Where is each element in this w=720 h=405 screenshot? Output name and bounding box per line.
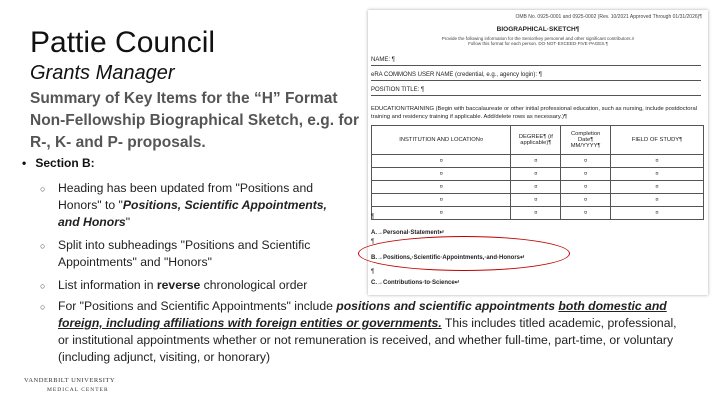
list-item [40,277,350,294]
item-text: List information in [58,278,157,292]
circle-bullet-icon: ○ [40,302,46,312]
section-b-bullet [22,156,95,170]
table-row [372,194,704,207]
paragraph-mark: ¶ [371,239,375,245]
presenter-role: Grants Manager [30,62,175,84]
table-cell: ¤ [511,168,561,181]
circle-bullet-icon: ○ [40,241,46,251]
item-bold-text: Positions, Scientific Appointments, and Honors [58,198,327,229]
list-item [40,237,350,271]
form-instructions: Provide the following information for the Senior/key personnel and other significant contributors.¤ [441,36,635,41]
form-instructions: Follow this format for each person. DO·NOT·EXCEED·FIVE·PAGES.¶ [468,41,608,46]
item-text: Split into subheadings "Positions and Scientific Appointments" and "Honors" [58,238,311,269]
table-cell: ¤ [561,155,611,168]
item-text: " [125,215,131,229]
column-header: FIELD OF STUDY¶ [611,126,704,155]
logo-line-2: MEDICAL CENTER [47,387,109,393]
table-cell: ¤ [561,181,611,194]
item-bold-underlined-text: both domestic and foreign, including affiliations with foreign entities or governments. [58,299,667,330]
item-bold-text: reverse [156,278,201,292]
bullet-dot-icon: • [22,156,27,170]
table-cell: ¤ [372,181,511,194]
table-row [372,168,704,181]
table-cell: ¤ [561,207,611,220]
column-header: INSTITUTION AND LOCATION¤ [372,126,511,155]
summary-heading: Summary of Key Items for the “H” Format Non-Fellowship Biographical Sketch, e.g. for R-, K- and P- proposals. [30,90,359,151]
table-cell: ¤ [611,207,704,220]
table-cell: ¤ [561,194,611,207]
table-row [372,181,704,194]
education-instructions: EDUCATION/TRAINING (Begin with baccalaureate or other initial professional education, such as nursing, include postdoctoral training and residency training if applicable. Add/delete rows as necessary.)¶ [371,106,697,120]
item-text: This includes titled academic, professional, or institutional appointments whether or not remuneration is received, and whether full-time, part-time, or voluntary (including adjunct, visiting, or honorary) [58,316,677,364]
omb-number: OMB No. 0925-0001 and 0925-0002 (Rev. 10/2021 Approved Through 01/31/2026)¶ [515,14,702,20]
table-cell: ¤ [372,194,511,207]
table-cell: ¤ [511,181,561,194]
highlight-oval [358,236,570,271]
list-item [40,298,690,366]
circle-bullet-icon: ○ [40,281,46,291]
position-title-field: POSITION TITLE: ¶ [371,87,701,96]
presenter-name: Pattie Council [30,26,216,59]
item-bold-text: positions and scientific appointments [336,299,559,313]
item-text: Heading has been updated from "Positions and Honors" to " [58,181,314,212]
table-header-row [372,126,704,155]
section-a-heading: A.→Personal·Statement↵ [371,230,445,236]
table-cell: ¤ [611,155,704,168]
section-b-label: Section B: [35,156,95,170]
table-cell: ¤ [511,155,561,168]
table-cell: ¤ [511,194,561,207]
circle-bullet-icon: ○ [40,184,46,194]
table-cell: ¤ [561,168,611,181]
paragraph-mark: ¶ [371,214,375,220]
education-table [371,125,704,220]
table-cell: ¤ [611,194,704,207]
logo-line-1: VANDERBILT UNIVERSITY [24,377,116,384]
form-heading: BIOGRAPHICAL·SKETCH¶ [496,26,580,33]
list-item [40,180,350,231]
table-cell: ¤ [372,168,511,181]
column-header: DEGREE¶ (if applicable)¶ [511,126,561,155]
paragraph-mark: ¶ [371,269,375,275]
table-cell: ¤ [611,181,704,194]
item-text: For "Positions and Scientific Appointments" include [58,299,337,313]
section-c-heading: C.→Contributions·to·Science↵ [371,280,460,286]
item-text: chronological order [200,278,308,292]
table-cell: ¤ [372,155,511,168]
era-commons-field: eRA COMMONS USER NAME (credential, e.g., agency login): ¶ [371,72,701,81]
table-row [372,155,704,168]
name-field: NAME: ¶ [371,57,701,66]
vanderbilt-logo [24,377,115,393]
table-cell: ¤ [611,168,704,181]
table-row [372,207,704,220]
section-b-heading: B.→Positions,·Scientific·Appointments,·and·Honors↵ [371,255,526,261]
table-cell: ¤ [511,207,561,220]
column-header: Completion Date¶ MM/YYYY¶ [561,126,611,155]
table-cell: ¤ [372,207,511,220]
